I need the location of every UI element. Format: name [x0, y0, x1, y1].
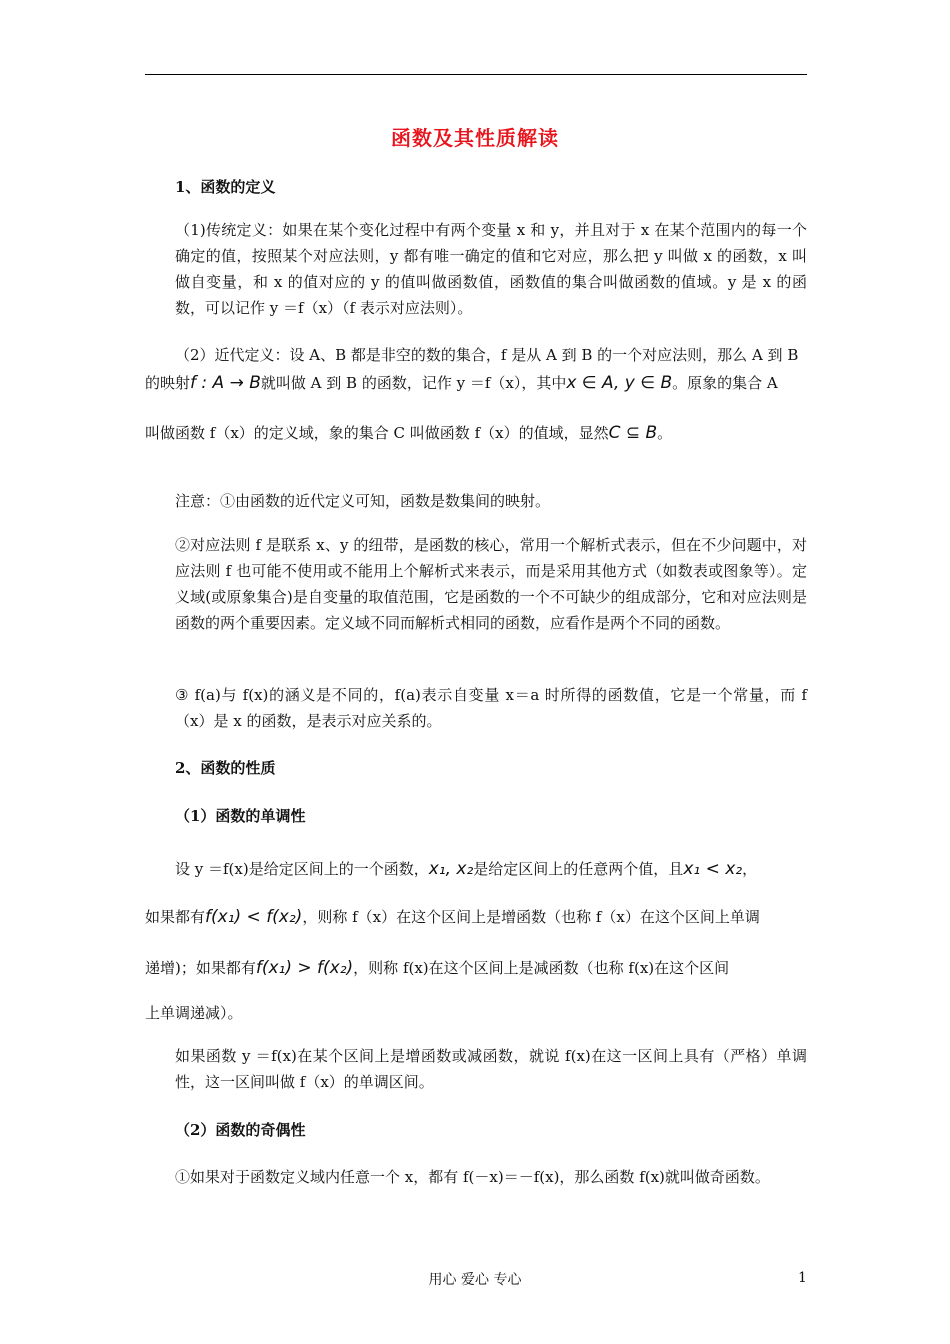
page-number: 1 — [798, 1270, 807, 1286]
modern-definition-line-1: （2）近代定义：设 A、B 都是非空的数的集合，f 是从 A 到 B 的一个对应法则，那么 A 到 B — [175, 346, 799, 364]
modern-definition-text: 就叫做 A 到 B 的函数，记作 y ＝f（x），其中 — [260, 374, 567, 392]
traditional-definition-paragraph: （1)传统定义：如果在某个变化过程中有两个变量 x 和 y，并且对于 x 在某个范围内的每一个确定的值，按照某个对应法则，y 都有唯一确定的值和它对应，那么把 y 叫做 x 的函数，x 叫做自变量，和 x 的值对应的 y 的值叫做函数值，函数值的集合叫做函数的值域。y 是 x 的函数，可以记作 y ＝f（x）（f 表示对应法则）。 — [175, 221, 807, 317]
note-2: ②对应法则 f 是联系 x、y 的纽带，是函数的核心，常用一个解析式表示，但在不少问题中，对应法则 f 也可能不使用或不能用上个解析式来表示，而是采用其他方式（如数表或图象等）。定义域(或原象集合)是自变量的取值范围，它是函数的一个不可缺少的组成部分，它和对应法则是函数的两个重要因素。定义域不同而解析式相同的函数，应看作是两个不同的函数。 — [175, 536, 807, 632]
section-heading-definition: 1、函数的定义 — [175, 178, 276, 196]
note-1: 注意：①由函数的近代定义可知，函数是数集间的映射。 — [175, 492, 551, 510]
monotonicity-text: 递增)；如果都有 — [145, 959, 256, 977]
monotonicity-text: 设 y ＝f(x)是给定区间上的一个函数， — [175, 860, 429, 878]
monotonicity-line-1 — [145, 858, 807, 879]
monotonicity-text: 是给定区间上的任意两个值，且 — [473, 860, 684, 878]
page-title: 函数及其性质解读 — [391, 126, 559, 150]
monotonicity-text: 如果都有 — [145, 908, 206, 926]
page-footer: 用心 爱心 专心 — [428, 1272, 522, 1288]
note-3: ③ f(a)与 f(x)的涵义是不同的，f(a)表示自变量 x＝a 时所得的函数值，它是一个常量，而 f（x）是 x 的函数，是表示对应关系的。 — [175, 686, 807, 730]
increasing-formula: f(x₁) < f(x₂) — [205, 907, 303, 927]
monotonicity-text: ， — [742, 860, 758, 878]
odd-function-paragraph: ①如果对于函数定义域内任意一个 x，都有 f(－x)＝－f(x)，那么函数 f(x)就叫做奇函数。 — [175, 1168, 770, 1186]
modern-definition-text: 的映射 — [145, 374, 191, 392]
header-rule — [145, 74, 807, 75]
variables-formula: x₁, x₂ — [428, 859, 474, 879]
modern-definition-line-3 — [145, 422, 807, 443]
modern-definition-text: 。 — [657, 424, 673, 442]
mapping-formula: f : A → B — [190, 373, 261, 393]
modern-definition-text: 。原象的集合 A — [672, 374, 778, 392]
membership-formula: x ∈ A, y ∈ B — [566, 373, 673, 393]
order-formula: x₁ < x₂ — [683, 859, 743, 879]
modern-definition-text: 叫做函数 f（x）的定义域，象的集合 C 叫做函数 f（x）的值域，显然 — [145, 424, 609, 442]
monotonic-interval-paragraph: 如果函数 y ＝f(x)在某个区间上是增函数或减函数，就说 f(x)在这一区间上具有（严格）单调性，这一区间叫做 f（x）的单调区间。 — [175, 1047, 807, 1091]
monotonicity-line-2 — [145, 906, 807, 927]
section-heading-properties: 2、函数的性质 — [175, 759, 276, 777]
subsection-heading-parity: （2）函数的奇偶性 — [175, 1121, 306, 1139]
subsection-heading-monotonicity: （1）函数的单调性 — [175, 807, 306, 825]
monotonicity-line-3 — [145, 957, 807, 978]
monotonicity-text: ，则称 f（x）在这个区间上是增函数（也称 f（x）在这个区间上单调 — [302, 908, 760, 926]
modern-definition-line-2 — [145, 372, 807, 393]
subset-formula: C ⊆ B — [608, 423, 658, 443]
monotonicity-text: ，则称 f(x)在这个区间上是减函数（也称 f(x)在这个区间 — [353, 959, 730, 977]
decreasing-formula: f(x₁) > f(x₂) — [255, 958, 354, 978]
monotonicity-line-4: 上单调递减）。 — [145, 1004, 243, 1022]
